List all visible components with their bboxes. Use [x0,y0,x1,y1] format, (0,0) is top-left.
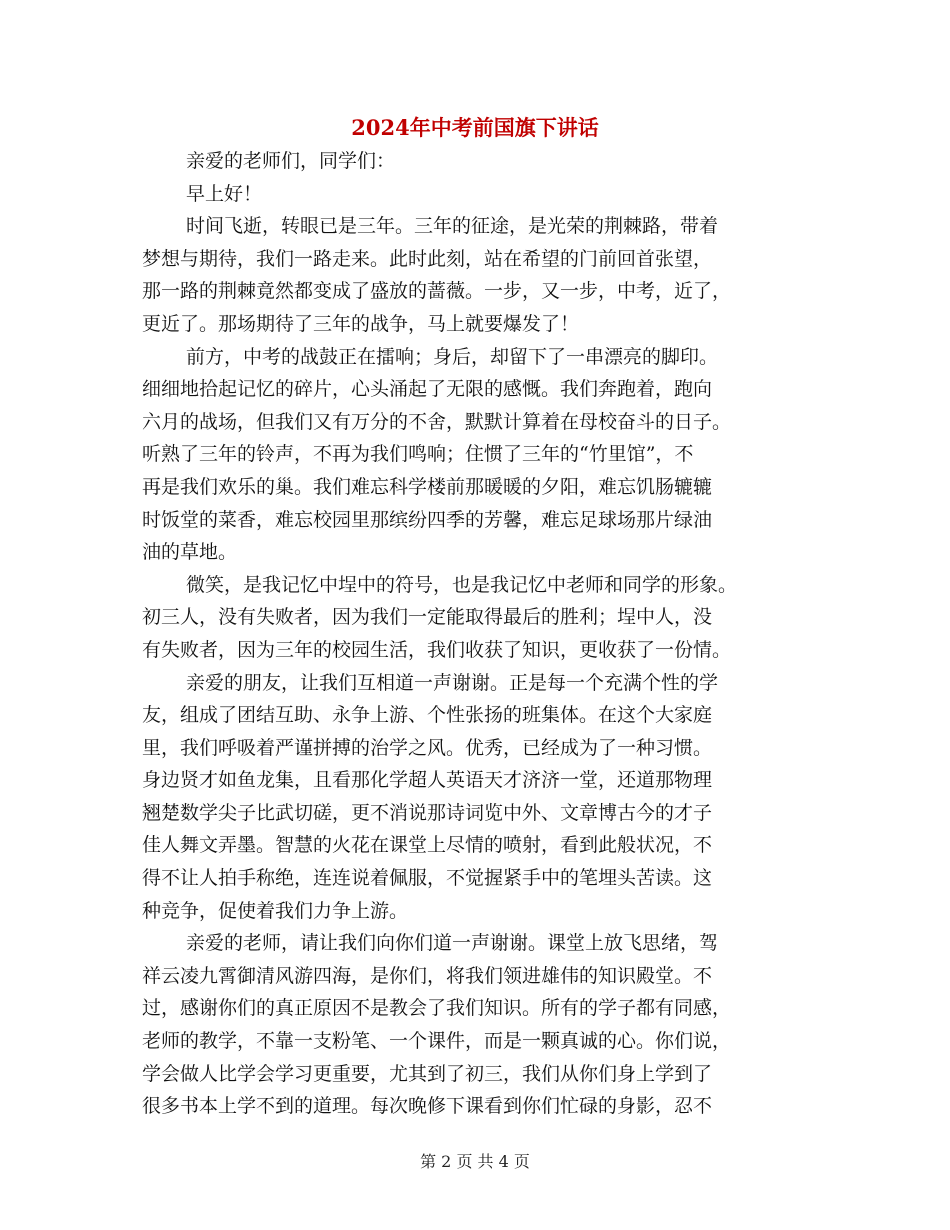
paragraph-line: 老师的教学，不靠一支粉笔、一个课件，而是一颗真诚的心。你们说， [142,1030,732,1053]
paragraph-line: 种竞争，促使着我们力争上游。 [142,899,409,922]
paragraph-line: 友，组成了团结互助、永争上游、个性张扬的班集体。在这个大家庭 [142,704,713,727]
paragraph [142,145,810,178]
paragraph-line: 亲爱的朋友，让我们互相道一声谢谢。正是每一个充满个性的学 [186,671,719,694]
paragraph [142,569,810,667]
paragraph-line: 有失败者，因为三年的校园生活，我们收获了知识，更收获了一份情。 [142,638,732,661]
paragraph-line: 佳人舞文弄墨。智慧的火花在课堂上尽情的喷射，看到此般状况，不 [142,834,713,857]
paragraph-line: 油的草地。 [142,541,238,564]
document-title: 2024年中考前国旗下讲话 [351,115,599,140]
paragraph-line: 亲爱的老师，请让我们向你们道一声谢谢。课堂上放飞思绪，驾 [186,932,719,955]
paragraph-line: 得不让人拍手称绝，连连说着佩服，不觉握紧手中的笔埋头苦读。这 [142,867,713,890]
paragraph-line: 亲爱的老师们，同学们： [186,150,396,172]
paragraph-line: 时饭堂的菜香，难忘校园里那缤纷四季的芳馨，难忘足球场那片绿油 [142,508,713,531]
paragraph-line: 六月的战场，但我们又有万分的不舍，默默计算着在母校奋斗的日子。 [142,410,732,433]
paragraph [142,210,810,340]
paragraph-line: 细细地拾起记忆的碎片，心头涌起了无限的感慨。我们奔跑着，跑向 [142,378,713,401]
paragraph-line: 初三人，没有失败者，因为我们一定能取得最后的胜利；埕中人，没 [142,606,713,629]
paragraph-line: 前方，中考的战鼓正在擂响；身后，却留下了一串漂亮的脚印。 [186,345,719,368]
paragraph-line: 再是我们欢乐的巢。我们难忘科学楼前那暖暖的夕阳，难忘饥肠辘辘 [142,475,713,498]
paragraph-line: 微笑，是我记忆中埕中的符号，也是我记忆中老师和同学的形象。 [186,573,738,596]
paragraph-line: 学会做人比学会学习更重要，尤其到了初三，我们从你们身上学到了 [142,1062,713,1085]
paragraph-line: 祥云凌九霄御清风游四海，是你们，将我们领进雄伟的知识殿堂。不 [142,964,713,987]
paragraph-line: 梦想与期待，我们一路走来。此时此刻，站在希望的门前回首张望， [142,247,713,270]
document-body [142,145,810,1123]
paragraph [142,178,810,211]
paragraph [142,927,810,1123]
page-footer: 第 2 页 共 4 页 [420,1152,530,1171]
paragraph-line: 过，感谢你们的真正原因不是教会了我们知识。所有的学子都有同感， [142,997,732,1020]
paragraph [142,667,810,928]
paragraph [142,341,810,569]
paragraph-line: 早上好！ [186,182,263,205]
paragraph-line: 听熟了三年的铃声，不再为我们鸣响；住惯了三年的“竹里馆”，不 [142,443,694,466]
paragraph-line: 那一路的荆棘竟然都变成了盛放的蔷薇。一步，又一步，中考，近了， [142,280,732,303]
paragraph-line: 里，我们呼吸着严谨拼搏的治学之风。优秀，已经成为了一种习惯。 [142,736,713,759]
paragraph-line: 很多书本上学不到的道理。每次晚修下课看到你们忙碌的身影，忍不 [142,1095,713,1118]
paragraph-line: 翘楚数学尖子比武切磋，更不消说那诗词览中外、文章博古今的才子 [142,801,713,824]
paragraph-line: 时间飞逝，转眼已是三年。三年的征途，是光荣的荆棘路，带着 [186,215,719,238]
paragraph-line: 身边贤才如鱼龙集，且看那化学超人英语天才济济一堂，还道那物理 [142,769,713,792]
paragraph-line: 更近了。那场期待了三年的战争，马上就要爆发了！ [142,312,580,335]
